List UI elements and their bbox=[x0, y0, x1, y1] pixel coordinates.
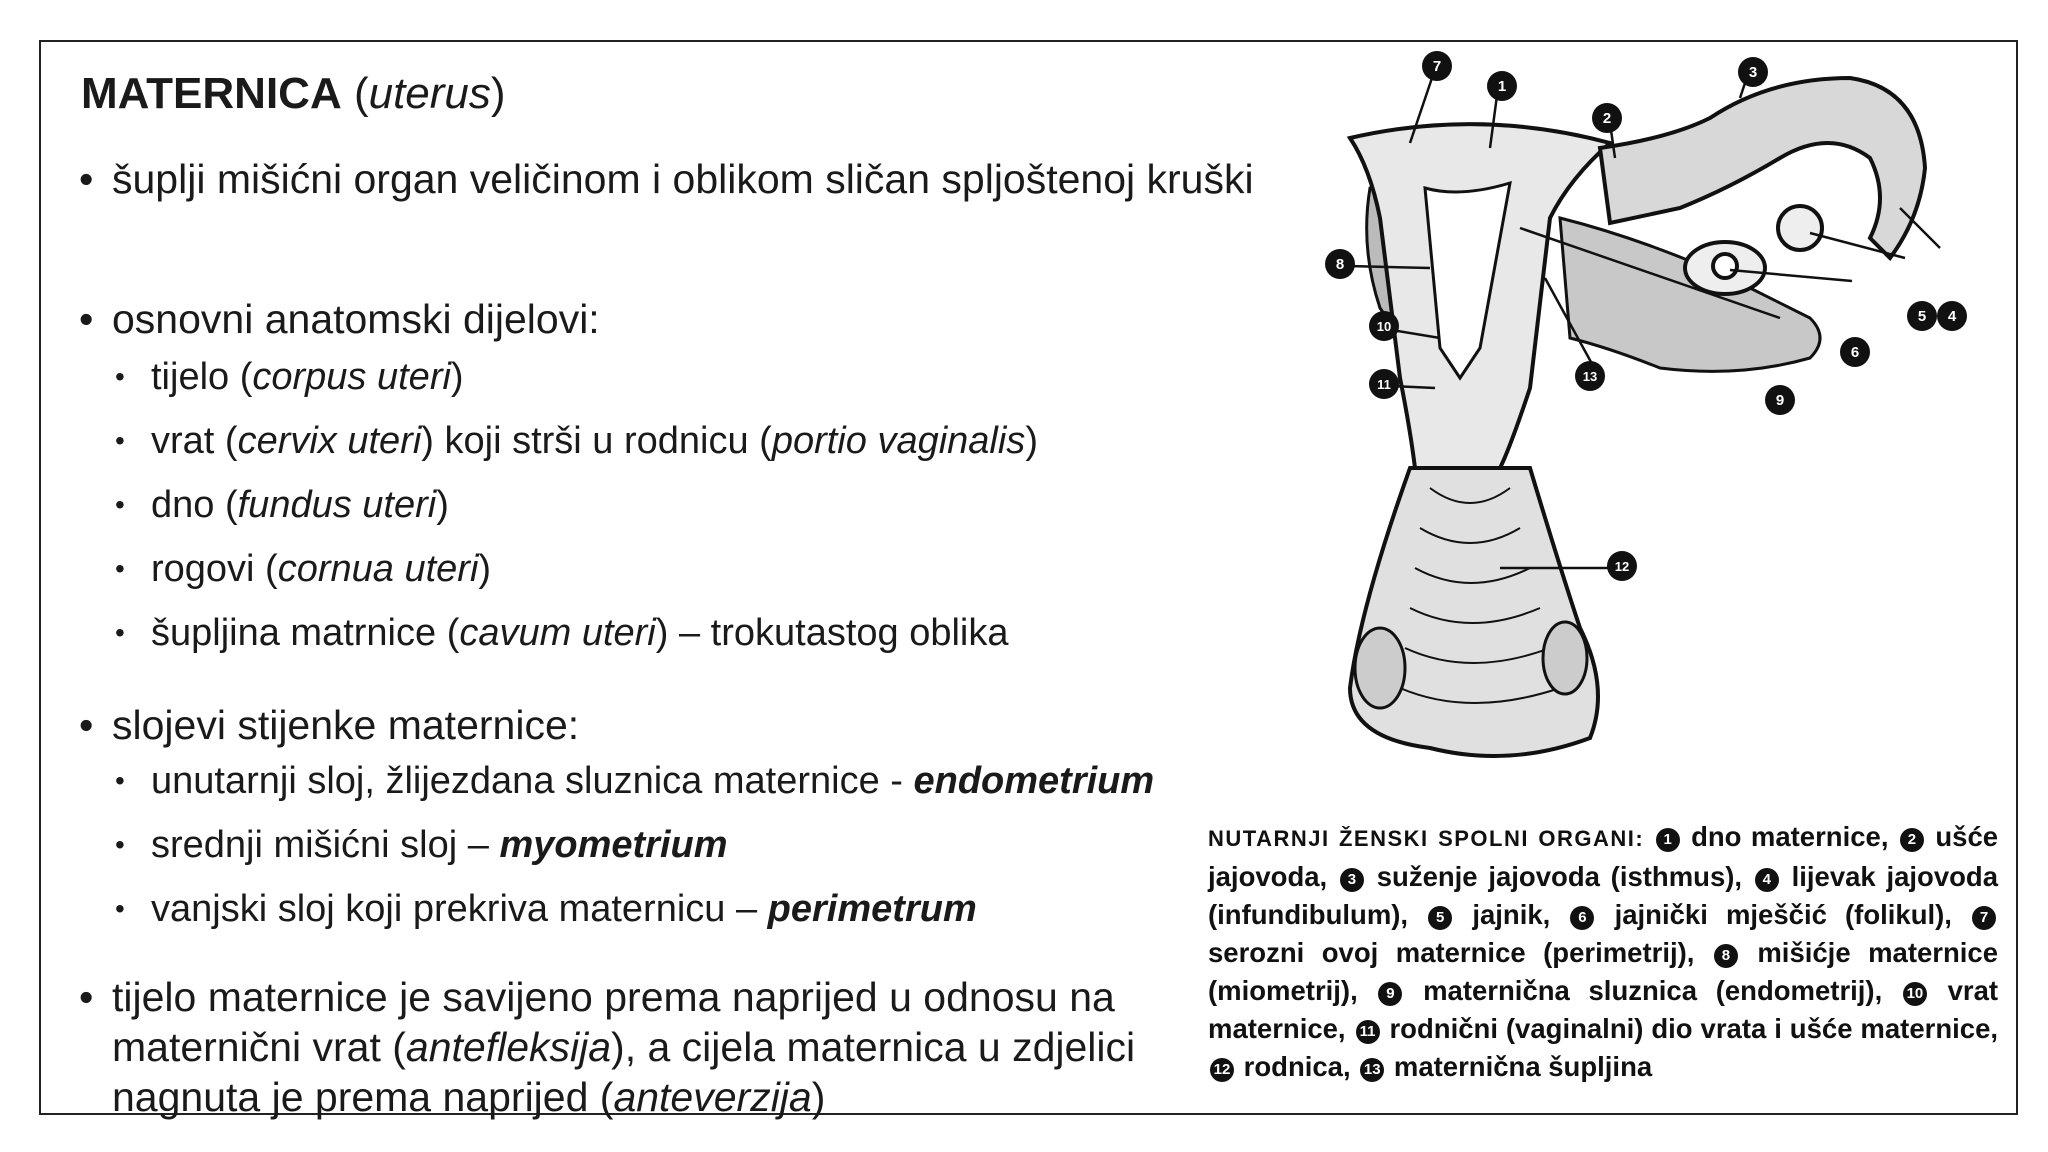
label-marker-11 bbox=[1369, 369, 1399, 399]
svg-text:10: 10 bbox=[1376, 319, 1392, 334]
caption-entry: 3 suženje jajovoda (isthmus), bbox=[1338, 861, 1742, 892]
caption-entry: 12 rodnica, bbox=[1208, 1051, 1351, 1082]
svg-text:13: 13 bbox=[1582, 369, 1598, 384]
label-marker-9 bbox=[1765, 385, 1795, 415]
caption-entry: 7 serozni ovoj maternice (perimetrij), bbox=[1208, 899, 1998, 968]
svg-text:4: 4 bbox=[1947, 308, 1957, 325]
svg-text:2: 2 bbox=[1602, 110, 1612, 127]
caption-entry: 4 lijevak jajovoda (infundibulum), bbox=[1208, 861, 1999, 930]
svg-text:1: 1 bbox=[1497, 78, 1507, 95]
caption-entry: 6 jajnički mješčić (folikul), bbox=[1568, 899, 1951, 930]
svg-text:5: 5 bbox=[1917, 308, 1927, 325]
svg-text:11: 11 bbox=[1377, 377, 1391, 392]
caption-entry: 13 maternična šupljina bbox=[1358, 1051, 1652, 1082]
caption-entry: 11 rodnični (vaginalni) dio vrata i ušće maternice, bbox=[1354, 1013, 1998, 1044]
caption-entry: 9 maternična sluznica (endometrij), bbox=[1376, 975, 1882, 1006]
caption-entry: 10 vrat maternice, bbox=[1208, 975, 1999, 1044]
label-marker-10 bbox=[1369, 311, 1399, 341]
svg-text:8: 8 bbox=[1335, 256, 1345, 273]
caption-entry: 2 ušće jajovoda, bbox=[1208, 821, 1999, 892]
caption-entry: 1 dno maternice, bbox=[1654, 821, 1889, 852]
label-marker-6 bbox=[1840, 337, 1870, 367]
svg-text:6: 6 bbox=[1850, 344, 1860, 361]
label-marker-1 bbox=[1487, 71, 1517, 101]
figure-caption: NUTARNJI ŽENSKI SPOLNI ORGANI: 1 dno maternice, 2 ušće jajovoda, 3 suženje jajovoda (isthmus), 4 lijevak jajovoda (infundibulum), 5 jajnik, 6 jajnički mješčić (folikul), 7 serozni ovoj maternice (perimetrij), 8 mišićje maternice (miometrij), 9 maternična sluznica (endometrij), 10 vrat maternice, 11 rodnični (vaginalni) dio vrata i ušće maternice, 12 rodnica, 13 maternična šupljina bbox=[1208, 821, 1999, 1082]
svg-text:9: 9 bbox=[1775, 392, 1785, 409]
slide-title: MATERNICA (uterus) bbox=[81, 69, 506, 118]
caption-entry: 8 mišićje maternice (miometrij), bbox=[1208, 937, 1999, 1006]
label-marker-5 bbox=[1907, 301, 1937, 331]
label-marker-7 bbox=[1422, 51, 1452, 81]
label-marker-2 bbox=[1592, 103, 1622, 133]
caption-entry: 5 jajnik, bbox=[1426, 899, 1550, 930]
label-marker-3 bbox=[1738, 57, 1768, 87]
label-marker-12 bbox=[1607, 551, 1637, 581]
label-marker-8 bbox=[1325, 249, 1355, 279]
svg-text:7: 7 bbox=[1432, 58, 1442, 75]
svg-text:3: 3 bbox=[1748, 64, 1758, 81]
svg-text:12: 12 bbox=[1614, 559, 1630, 574]
label-marker-4 bbox=[1937, 301, 1967, 331]
label-marker-13 bbox=[1575, 361, 1605, 391]
uterus-diagram bbox=[1310, 48, 1970, 768]
